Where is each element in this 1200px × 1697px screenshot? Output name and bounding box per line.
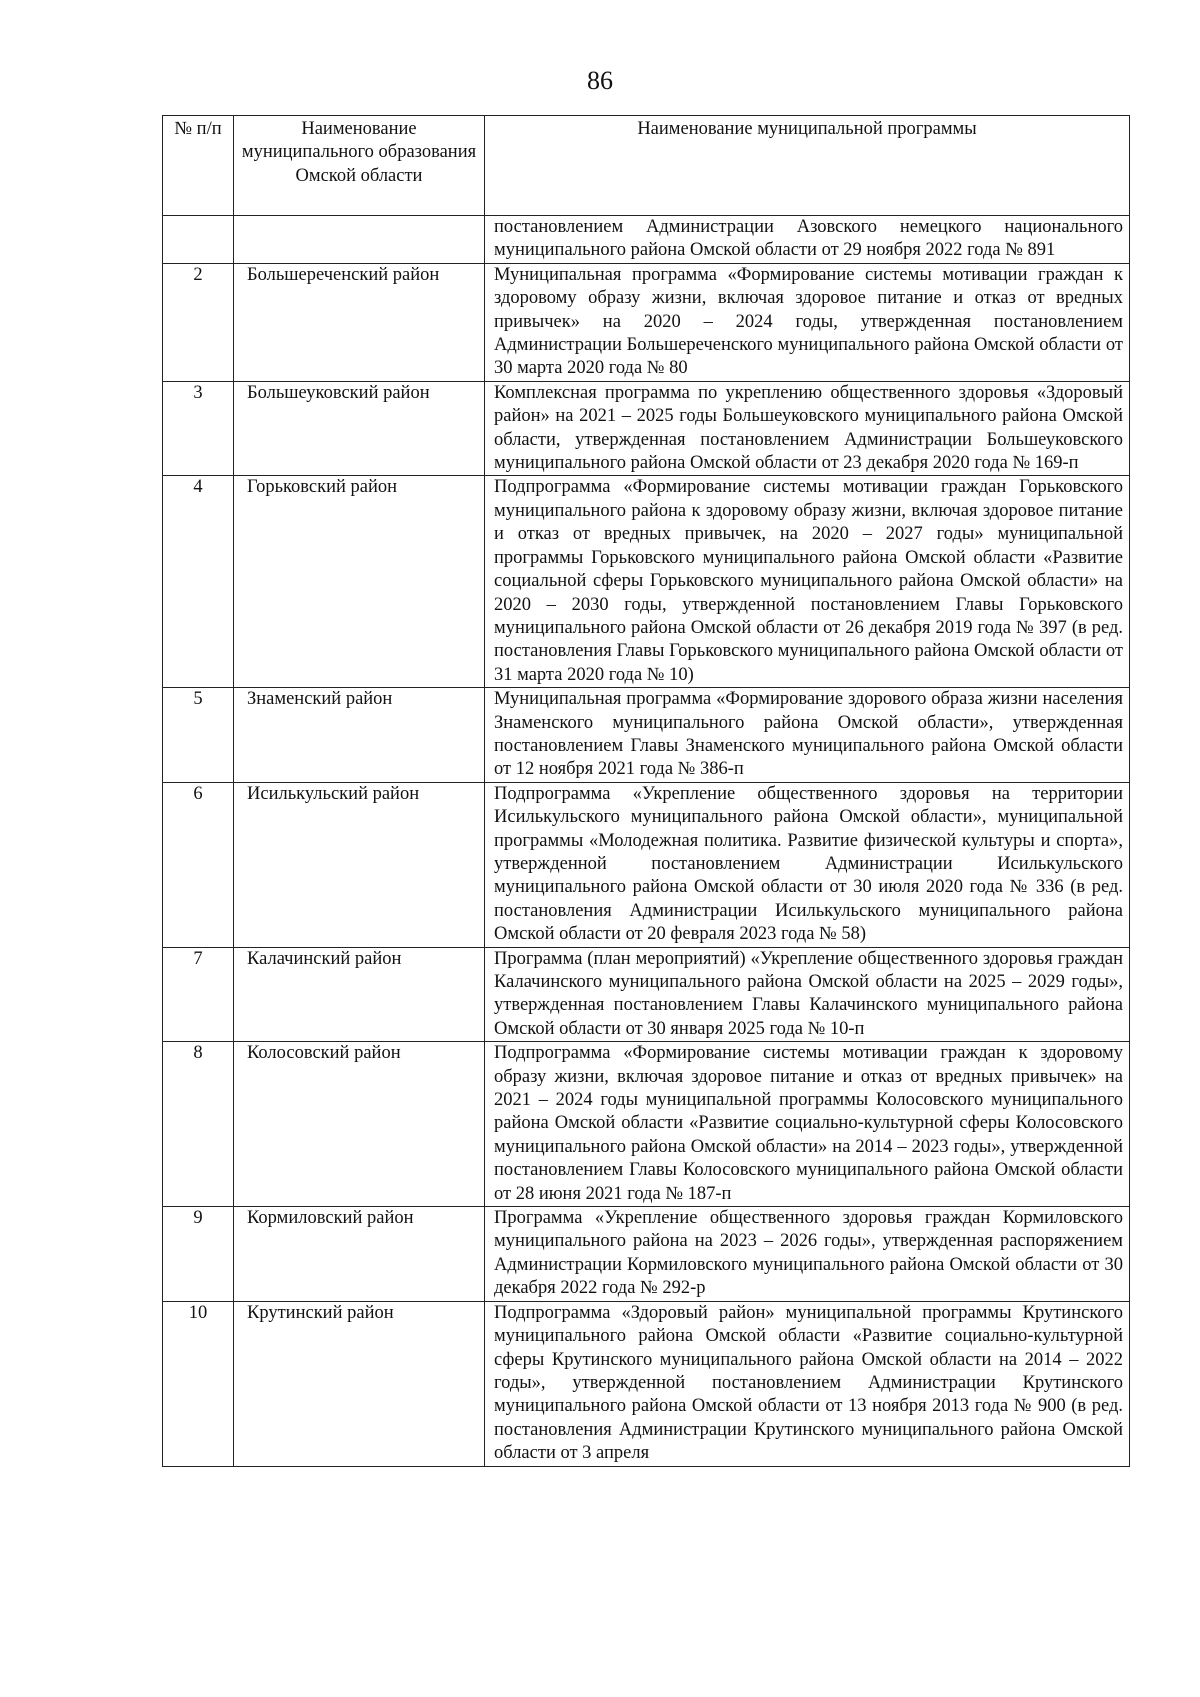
row-municipality: Калачинский район (234, 947, 485, 1042)
header-num: № п/п (163, 116, 234, 216)
row-municipality: Горьковский район (234, 476, 485, 688)
row-num: 5 (163, 688, 234, 783)
row-municipality: Большеуковский район (234, 381, 485, 476)
row-num: 4 (163, 476, 234, 688)
table-row (163, 947, 1130, 1042)
row-program: Программа (план мероприятий) «Укрепление общественного здоровья граждан Калачинского муниципального района Омской области на 2025 – 2029 годы», утвержденная постановлением Главы Калачинского муниципального района Омской области от 30 января 2025 года № 10-п (485, 947, 1130, 1042)
row-program: постановлением Администрации Азовского немецкого национального муниципального района Омской области от 29 ноября 2022 года № 891 (485, 216, 1130, 264)
row-program: Подпрограмма «Здоровый район» муниципальной программы Крутинского муниципального района Омской области «Развитие социально-культурной сферы Крутинского муниципального района Омской области на 2014 – 2022 годы», утвержденной постановлением Администрации Крутинского муниципального района Омской области от 13 ноября 2013 года № 900 (в ред. постановления Администрации Крутинского муниципального района Омской области от 3 апреля (485, 1301, 1130, 1466)
row-municipality: Большереченский район (234, 263, 485, 381)
row-municipality: Колосовский район (234, 1042, 485, 1207)
row-num: 9 (163, 1207, 234, 1302)
row-municipality: Кормиловский район (234, 1207, 485, 1302)
row-municipality: Исилькульский район (234, 782, 485, 947)
table-body (163, 216, 1130, 1467)
table-row (163, 476, 1130, 688)
table-row (163, 688, 1130, 783)
row-num: 2 (163, 263, 234, 381)
programs-table (162, 115, 1130, 1467)
row-municipality: Знаменский район (234, 688, 485, 783)
row-municipality: Крутинский район (234, 1301, 485, 1466)
row-program: Муниципальная программа «Формирование системы мотивации граждан к здоровому образу жизни, включая здоровое питание и отказ от вредных привычек» на 2020 – 2024 годы, утвержденная постановлением Администрации Большереченского муниципального района Омской области от 30 марта 2020 года № 80 (485, 263, 1130, 381)
table-row (163, 1301, 1130, 1466)
row-num: 8 (163, 1042, 234, 1207)
table-row (163, 381, 1130, 476)
row-num: 7 (163, 947, 234, 1042)
row-municipality (234, 216, 485, 264)
row-program: Подпрограмма «Формирование системы мотивации граждан к здоровому образу жизни, включая здоровое питание и отказ от вредных привычек» на 2021 – 2024 годы муниципальной программы Колосовского муниципального района Омской области «Развитие социально-культурной сферы Колосовского муниципального района Омской области» на 2014 – 2023 годы», утвержденной постановлением Главы Колосовского муниципального района Омской области от 28 июня 2021 года № 187-п (485, 1042, 1130, 1207)
page-number: 86 (587, 66, 613, 95)
row-num (163, 216, 234, 264)
table-row (163, 216, 1130, 264)
header-program: Наименование муниципальной программы (485, 116, 1130, 216)
row-num: 3 (163, 381, 234, 476)
table-row (163, 263, 1130, 381)
table-row (163, 782, 1130, 947)
row-program: Подпрограмма «Формирование системы мотивации граждан Горьковского муниципального района к здоровому образу жизни, включая здоровое питание и отказ от вредных привычек, на 2020 – 2027 годы» муниципальной программы Горьковского муниципального района Омской области «Развитие социальной сферы Горьковского муниципального района Омской области» на 2020 – 2030 годы, утвержденной постановлением Главы Горьковского муниципального района Омской области от 26 декабря 2019 года № 397 (в ред. постановления Главы Горьковского муниципального района Омской области от 31 марта 2020 года № 10) (485, 476, 1130, 688)
table-row (163, 1207, 1130, 1302)
row-num: 6 (163, 782, 234, 947)
table-row (163, 1042, 1130, 1207)
row-program: Подпрограмма «Укрепление общественного здоровья на территории Исилькульского муниципального района Омской области», муниципальной программы «Молодежная политика. Развитие физической культуры и спорта», утвержденной постановлением Администрации Исилькульского муниципального района Омской области от 30 июля 2020 года № 336 (в ред. постановления Администрации Исилькульского муниципального района Омской области от 20 февраля 2023 года № 58) (485, 782, 1130, 947)
row-num: 10 (163, 1301, 234, 1466)
row-program: Программа «Укрепление общественного здоровья граждан Кормиловского муниципального района на 2023 – 2026 годы», утвержденная распоряжением Администрации Кормиловского муниципального района Омской области от 30 декабря 2022 года № 292-р (485, 1207, 1130, 1302)
table-header-row (163, 116, 1130, 216)
row-program: Муниципальная программа «Формирование здорового образа жизни населения Знаменского муниципального района Омской области», утвержденная постановлением Главы Знаменского муниципального района Омской области от 12 ноября 2021 года № 386-п (485, 688, 1130, 783)
row-program: Комплексная программа по укреплению общественного здоровья «Здоровый район» на 2021 – 2025 годы Большеуковского муниципального района Омской области, утвержденная постановлением Администрации Большеуковского муниципального района Омской области от 23 декабря 2020 года № 169-п (485, 381, 1130, 476)
header-municipality: Наименование муниципального образования Омской области (234, 116, 485, 216)
